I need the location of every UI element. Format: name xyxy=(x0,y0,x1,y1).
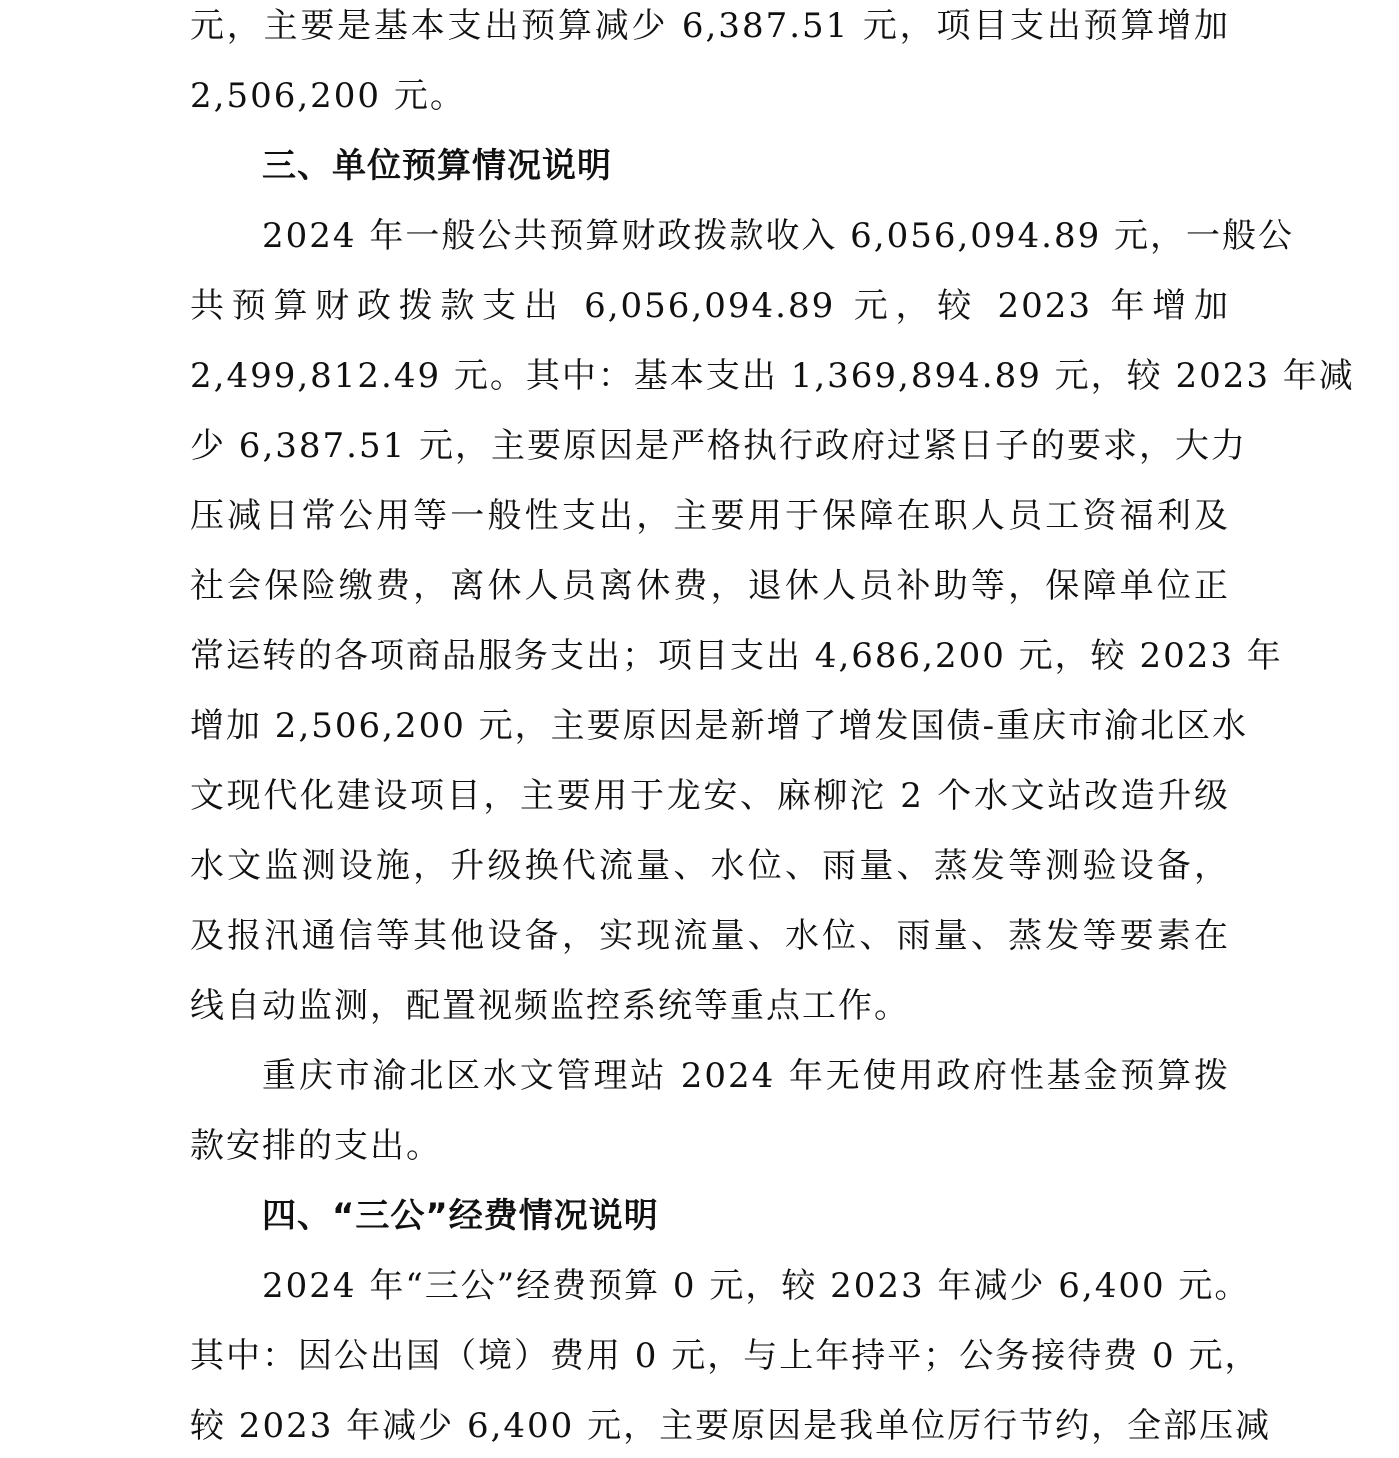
text-line-11: 增加 2,506,200 元，主要原因是新增了增发国债-重庆市渝北区水 xyxy=(190,706,1249,746)
text-line-7: 少 6,387.51 元，主要原因是严格执行政府过紧日子的要求，大力 xyxy=(190,426,1248,466)
text-line-21: 较 2023 年减少 6,400 元，主要原因是我单位厉行节约，全部压减 xyxy=(190,1406,1272,1446)
text-line-17: 款安排的支出。 xyxy=(190,1126,442,1166)
text-line-15: 线自动监测，配置视频监控系统等重点工作。 xyxy=(190,986,910,1026)
text-line-10: 常运转的各项商品服务支出；项目支出 4,686,200 元，较 2023 年 xyxy=(190,636,1283,676)
section-heading-3: 三、单位预算情况说明 xyxy=(262,146,612,186)
text-line-8: 压减日常公用等一般性支出，主要用于保障在职人员工资福利及 xyxy=(190,496,1230,536)
text-line-12: 文现代化建设项目，主要用于龙安、麻柳沱 2 个水文站改造升级 xyxy=(190,776,1230,816)
text-line-4: 2024 年一般公共预算财政拨款收入 6,056,094.89 元，一般公 xyxy=(262,216,1295,256)
text-line-13: 水文监测设施，升级换代流量、水位、雨量、蒸发等测验设备， xyxy=(190,846,1230,886)
text-line-6: 2,499,812.49 元。其中：基本支出 1,369,894.89 元，较 2023 年减 xyxy=(190,356,1355,396)
text-line-20: 其中：因公出国（境）费用 0 元，与上年持平；公务接待费 0 元， xyxy=(190,1336,1261,1376)
section-heading-4: 四、“三公”经费情况说明 xyxy=(262,1196,659,1236)
text-line-9: 社会保险缴费，离休人员离休费，退休人员补助等，保障单位正 xyxy=(190,566,1230,606)
text-line-19: 2024 年“三公”经费预算 0 元，较 2023 年减少 6,400 元。 xyxy=(262,1266,1251,1306)
text-line-14: 及报汛通信等其他设备，实现流量、水位、雨量、蒸发等要素在 xyxy=(190,916,1230,956)
text-line-2: 2,506,200 元。 xyxy=(190,76,466,116)
text-line-1: 元，主要是基本支出预算减少 6,387.51 元，项目支出预算增加 xyxy=(190,6,1230,46)
text-line-5: 共预算财政拨款支出 6,056,094.89 元，较 2023 年增加 xyxy=(190,286,1230,326)
text-line-16: 重庆市渝北区水文管理站 2024 年无使用政府性基金预算拨 xyxy=(262,1056,1230,1096)
